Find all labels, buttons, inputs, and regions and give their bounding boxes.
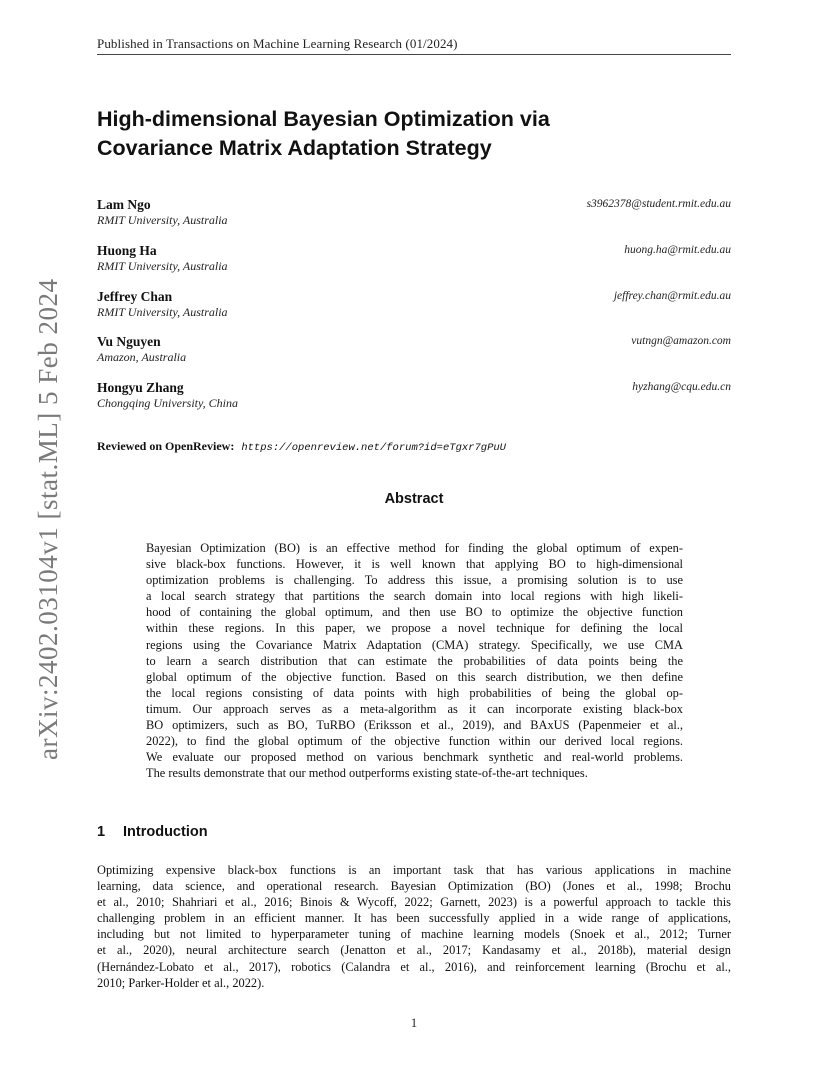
- running-head: Published in Transactions on Machine Learning Research (01/2024): [97, 36, 458, 51]
- abstract-line: the local regions consisting of data points with high probabilities of being the global op-: [146, 685, 683, 700]
- author-email[interactable]: hyzhang@cqu.edu.cn: [632, 381, 731, 393]
- intro-line: et al., 2020), neural architecture search (Jenatton et al., 2017; Kandasamy et al., 2018b), material design: [97, 943, 731, 958]
- paper-title: [97, 105, 737, 163]
- title-line: High-dimensional Bayesian Optimization via: [97, 107, 550, 131]
- author-email[interactable]: huong.ha@rmit.edu.au: [624, 244, 731, 256]
- review-label: Reviewed on OpenReview:: [97, 439, 235, 453]
- author-name: Huong Ha: [97, 243, 157, 258]
- abstract-line: a local search strategy that partitions the search domain into local regions with high likeli-: [146, 589, 683, 604]
- author-email[interactable]: vutngn@amazon.com: [631, 335, 731, 347]
- abstract-line: sive black-box functions. However, it is well known that applying BO to high-dimensional: [146, 557, 683, 572]
- author-affiliation: Amazon, Australia: [97, 350, 187, 364]
- author-email[interactable]: s3962378@student.rmit.edu.au: [586, 198, 731, 210]
- author-name: Vu Nguyen: [97, 334, 161, 349]
- section-heading: [97, 824, 731, 840]
- author-affiliation: Chongqing University, China: [97, 396, 238, 410]
- abstract-line: Bayesian Optimization (BO) is an effective method for finding the global optimum of expen-: [146, 541, 683, 555]
- abstract-line: timum. Our approach serves as a meta-algorithm as it can incorporate existing black-box: [146, 701, 683, 716]
- title-line: Covariance Matrix Adaptation Strategy: [97, 136, 492, 160]
- abstract-line: within these regions. In this paper, we propose a novel technique for defining the local: [146, 621, 683, 636]
- intro-line: challenging problem in an efficient manner. It has been successfully applied in a wide range of applications,: [97, 911, 731, 926]
- abstract-body: [146, 540, 683, 781]
- arxiv-stamp: arXiv:2402.03104v1 [stat.ML] 5 Feb 2024: [33, 278, 63, 760]
- intro-line: learning, data science, and operational research. Bayesian Optimization (BO) (Jones et al., 1998; Brochu: [97, 879, 731, 894]
- abstract-line: to learn a search distribution that can estimate the probabilities of data points being the: [146, 653, 683, 668]
- author-block: [97, 289, 731, 323]
- intro-line: (Hernández-Lobato et al., 2017), robotics (Calandra et al., 2016), and reinforcement learning (Brochu et al.,: [97, 959, 731, 974]
- author-block: [97, 197, 731, 231]
- abstract-line: global optimum of the objective function. Based on this search distribution, we then define: [146, 669, 683, 684]
- abstract-heading: Abstract: [384, 491, 444, 507]
- section-title: Introduction: [123, 824, 208, 840]
- author-affiliation: RMIT University, Australia: [97, 305, 228, 319]
- author-name: Hongyu Zhang: [97, 380, 184, 395]
- page-number: 1: [410, 1016, 418, 1030]
- section-number: 1: [97, 824, 106, 840]
- openreview-line: [97, 439, 731, 454]
- author-affiliation: RMIT University, Australia: [97, 213, 228, 227]
- abstract-line: The results demonstrate that our method outperforms existing state-of-the-art techniques.: [146, 766, 588, 781]
- intro-line: Optimizing expensive black-box functions is an important task that has various applications in machine: [97, 863, 731, 877]
- abstract-line: BO optimizers, such as BO, TuRBO (Eriksson et al., 2019), and BAxUS (Papenmeier et al.,: [146, 718, 683, 733]
- header-rule: [97, 54, 731, 55]
- author-block: [97, 243, 731, 277]
- intro-line: 2010; Parker-Holder et al., 2022).: [97, 975, 265, 990]
- abstract-line: hood of containing the global optimum, and then use BO to optimize the objective function: [146, 605, 683, 620]
- abstract-line: We evaluate our proposed method on various benchmark synthetic and real-world problems.: [146, 750, 683, 765]
- author-email[interactable]: jeffrey.chan@rmit.edu.au: [613, 290, 731, 302]
- abstract-line: 2022), to find the global optimum of the objective function within our derived local regions.: [146, 734, 683, 749]
- author-affiliation: RMIT University, Australia: [97, 259, 228, 273]
- openreview-link[interactable]: https://openreview.net/forum?id=eTgxr7gPuU: [241, 442, 506, 454]
- author-name: Lam Ngo: [97, 197, 151, 212]
- abstract-line: optimization problems is challenging. To address this issue, a promising solution is to use: [146, 573, 683, 588]
- author-name: Jeffrey Chan: [97, 289, 173, 304]
- abstract-line: regions using the Covariance Matrix Adaptation (CMA) strategy. Specifically, we use CMA: [146, 637, 683, 652]
- author-block: [97, 380, 731, 414]
- introduction-body: [97, 862, 731, 991]
- intro-line: et al., 2010; Shahriari et al., 2016; Binois & Wycoff, 2022; Garnett, 2023) is a powerful approach to tackle this: [97, 895, 731, 910]
- intro-line: including but not limited to hyperparameter tuning of machine learning models (Snoek et al., 2012; Turner: [97, 927, 731, 942]
- author-block: [97, 334, 731, 368]
